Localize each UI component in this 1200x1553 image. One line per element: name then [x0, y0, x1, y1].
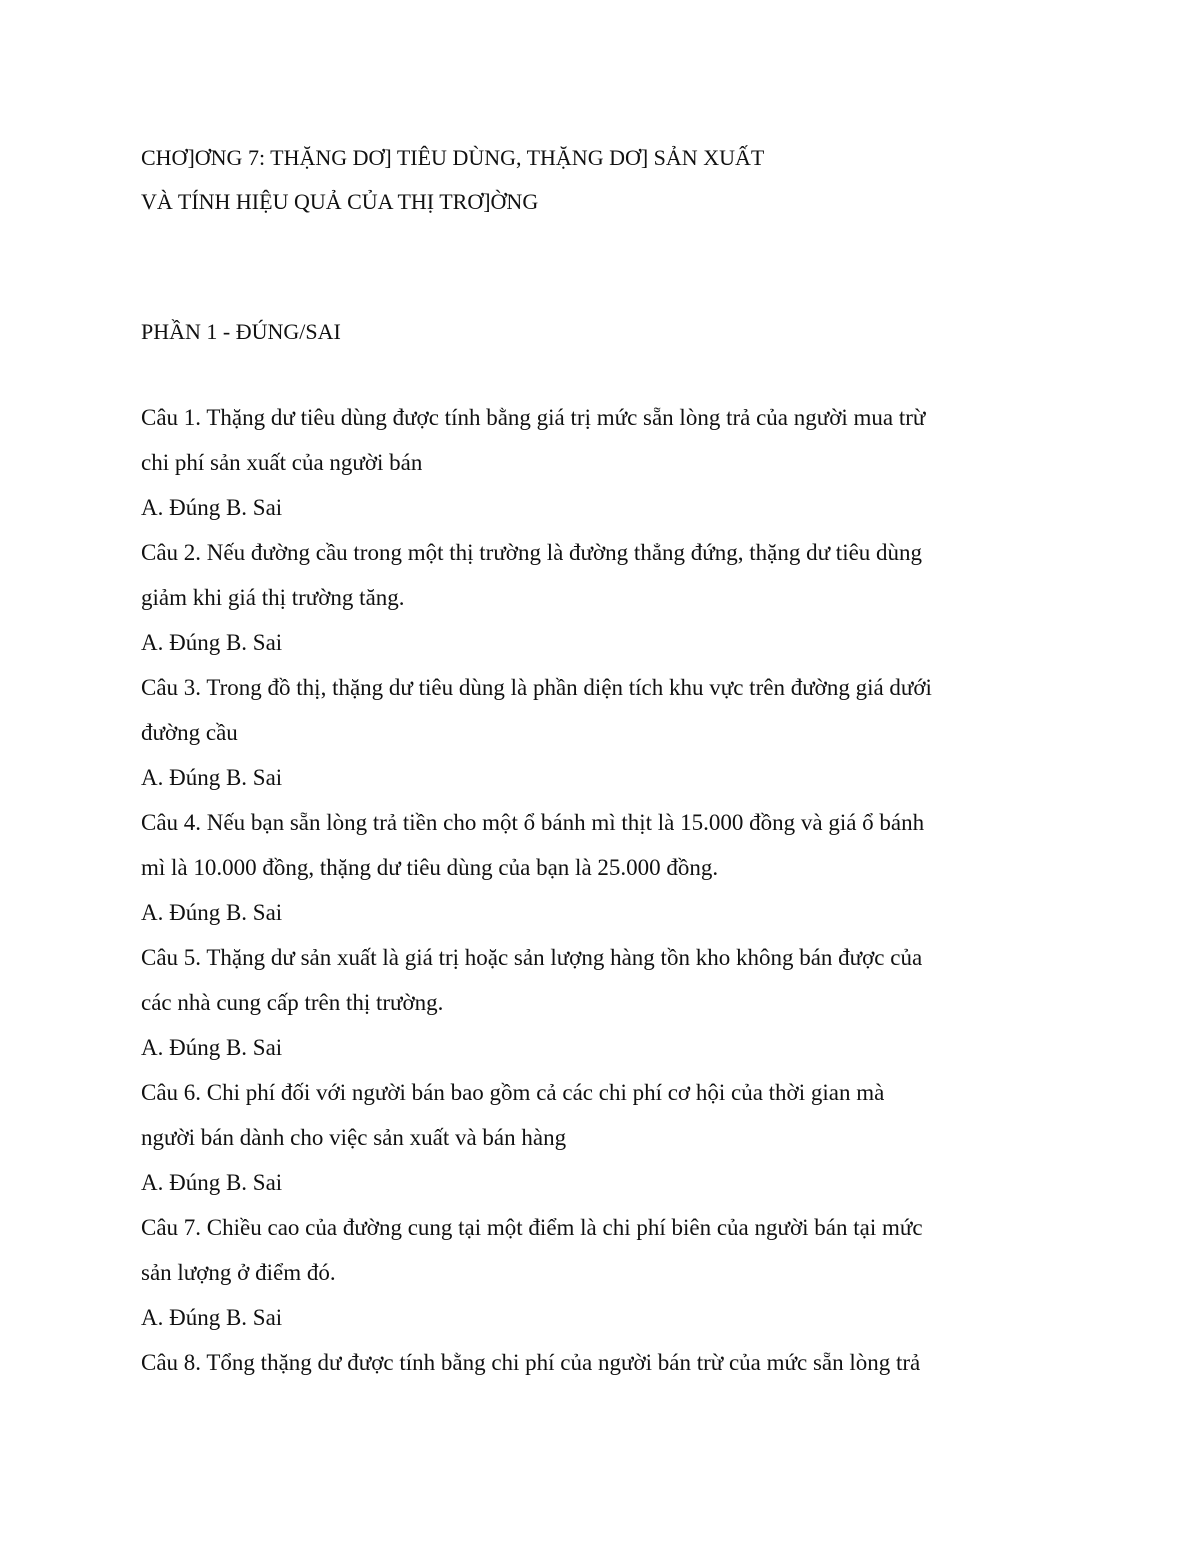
question-7-line-1: Câu 7. Chiều cao của đường cung tại một điểm là chi phí biên của người bán tại mức — [141, 1215, 923, 1240]
section-heading: PHẦN 1 - ĐÚNG/SAI — [141, 319, 341, 344]
question-4-line-1: Câu 4. Nếu bạn sẵn lòng trả tiền cho một ổ bánh mì thịt là 15.000 đồng và giá ổ bánh — [141, 810, 925, 835]
chapter-title-line-1: CHƠ]ƠNG 7: THẶNG DƠ] TIÊU DÙNG, THẶNG DƠ] SẢN XUẤT — [141, 145, 765, 170]
question-5-line-2: các nhà cung cấp trên thị trường. — [141, 990, 444, 1015]
question-6-options: A. Đúng B. Sai — [141, 1170, 283, 1195]
question-8-line-1: Câu 8. Tổng thặng dư được tính bằng chi phí của người bán trừ của mức sẵn lòng trả — [141, 1350, 921, 1375]
question-2-options: A. Đúng B. Sai — [141, 630, 283, 655]
question-2-line-2: giảm khi giá thị trường tăng. — [141, 585, 405, 610]
question-4-options: A. Đúng B. Sai — [141, 900, 283, 925]
question-2-line-1: Câu 2. Nếu đường cầu trong một thị trường là đường thẳng đứng, thặng dư tiêu dùng — [141, 540, 923, 565]
question-5-line-1: Câu 5. Thặng dư sản xuất là giá trị hoặc sản lượng hàng tồn kho không bán được của — [141, 945, 923, 970]
question-7-line-2: sản lượng ở điểm đó. — [141, 1260, 336, 1285]
question-3-options: A. Đúng B. Sai — [141, 765, 283, 790]
chapter-title-line-2: VÀ TÍNH HIỆU QUẢ CỦA THỊ TRƠ]ỜNG — [141, 189, 539, 214]
question-3-line-2: đường cầu — [141, 720, 238, 745]
question-6-line-2: người bán dành cho việc sản xuất và bán hàng — [141, 1125, 567, 1150]
question-5-options: A. Đúng B. Sai — [141, 1035, 283, 1060]
question-4-line-2: mì là 10.000 đồng, thặng dư tiêu dùng của bạn là 25.000 đồng. — [141, 855, 719, 880]
question-3-line-1: Câu 3. Trong đồ thị, thặng dư tiêu dùng là phần diện tích khu vực trên đường giá dưới — [141, 675, 932, 700]
question-1-line-1: Câu 1. Thặng dư tiêu dùng được tính bằng giá trị mức sẵn lòng trả của người mua trừ — [141, 405, 926, 430]
question-6-line-1: Câu 6. Chi phí đối với người bán bao gồm cả các chi phí cơ hội của thời gian mà — [141, 1080, 885, 1105]
question-7-options: A. Đúng B. Sai — [141, 1305, 283, 1330]
question-1-line-2: chi phí sản xuất của người bán — [141, 450, 423, 475]
question-1-options: A. Đúng B. Sai — [141, 495, 283, 520]
